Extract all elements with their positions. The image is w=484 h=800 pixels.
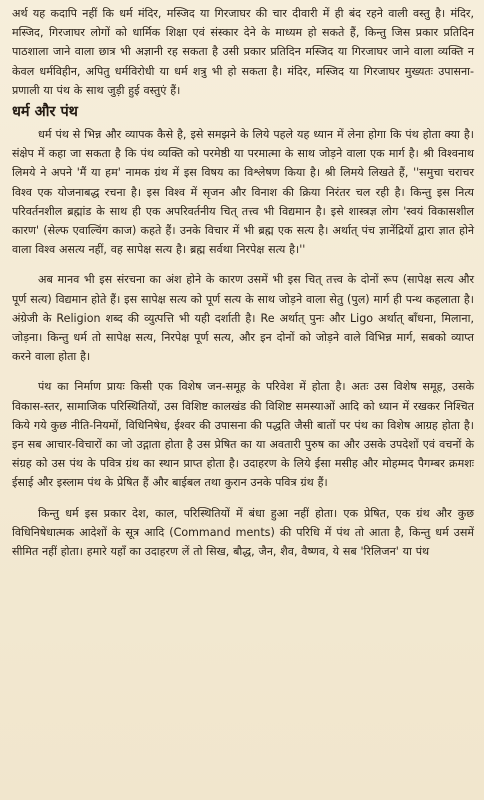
intro-paragraph: अर्थ यह कदापि नहीं कि धर्म मंदिर, मस्जिद या गिरजाघर की चार दीवारी में ही बंद रहने वाली वस्तु है। मंदिर, मस्जिद, गिरजाघर लोगों को धार्मिक शिक्षा एवं संस्कार देने के माध्यम हो सकते हैं, किन्तु जिस प्रकार प्रतिदिन पाठशाला जाने वाला छात्र भी अज्ञानी रह सकता है उसी प्रकार प्रतिदिन मस्जिद या गिरजाघर जाने वाला व्यक्ति न केवल धर्मविहीन, अपितु धर्मविरोधी या धर्म शत्रु भी हो सकता है। मंदिर, मस्जिद या गिरजाघर मुख्यतः उपासना-प्रणाली या पंथ के साथ जुड़ी हुई वस्तुएं हैं। — [12, 7, 474, 97]
section-heading: धर्म और पंथ — [12, 104, 78, 121]
paragraph-pantha-formation: पंथ का निर्माण प्रायः किसी एक विशेष जन-समूह के परिवेश में होता है। अतः उस विशेष समूह, उसके विकास-स्तर, सामाजिक परिस्थितियों, उस विशिष्ट कालखंड की विशिष्ट समस्याओं आदि को ध्यान में रखकर निश्चित किये गये कुछ नीति-नियमों, विधिनिषेध, ईश्वर की उपासना की पद्धति जैसी बातों पर पंथ का विशेष आग्रह होता है। इन सब आचार-विचारों का जो उद्गाता होता है उस प्रेषित का या अवतारी पुरुष का और उसके उपदेशों एवं वचनों के संग्रह को उस पंथ के पवित्र ग्रंथ का स्थान प्राप्त होता है। उदाहरण के लिये ईसा मसीह और मोहम्मद पैगम्बर क्रमशः ईसाई और इस्लाम पंथ के प्रेषित हैं और बाईबल तथा कुरान उनके पवित्र ग्रंथ हैं। — [12, 380, 474, 490]
paragraph-pantha-definition: धर्म पंथ से भिन्न और व्यापक कैसे है, इसे समझने के लिये पहले यह ध्यान में लेना होगा कि पंथ होता क्या है। संक्षेप में कहा जा सकता है कि पंथ व्यक्ति को परमेष्ठी या परमात्मा के साथ जोड़ने वाला एक मार्ग है। श्री विश्वनाथ लिमये ने अपने 'मैं या हम' नामक ग्रंथ में इस विषय का विश्लेषण किया है। श्री लिमये लिखते हैं, ''समुचा चराचर विश्व एक योजनाबद्ध रचना है। इस विश्व में सृजन और विनाश की क्रिया निरंतर चल रही है। किन्तु इस नित्य परिवर्तनशील ब्रह्मांड के साथ ही एक अपरिवर्तनीय चित् तत्त्व भी विद्यमान है। इसे शास्त्रज्ञ लोग 'स्वयं विकासशील कारण' (सेल्फ एवाल्विंग काज) कहते हैं। उनके विचार में भी ब्रह्म एक सत्य है। अर्थात् पंच ज्ञानेंद्रियों द्वारा ज्ञात होने वाला विश्व असत्य नहीं, वह सापेक्ष सत्य है। ब्रह्म सर्वथा निरपेक्ष सत्य है।'' — [12, 128, 474, 257]
paragraph-religion-etymology: अब मानव भी इस संरचना का अंश होने के कारण उसमें भी इस चित् तत्त्व के दोनों रूप (सापेक्ष सत्य और पूर्ण सत्य) विद्यमान होते हैं। इस सापेक्ष सत्य को पूर्ण सत्य के साथ जोड़ने वाला सेतु (पुल) मार्ग ही पन्थ कहलाता है। अंग्रेजी के Religion शब्द की व्युत्पत्ति भी यही दर्शाती है। Re अर्थात् पुनः और Ligo अर्थात् बाँधना, मिलाना, जोड़ना। किन्तु धर्म तो सापेक्ष सत्य, निरपेक्ष पूर्ण सत्य, और इन दोनों को जोड़ने वाले विभिन्न मार्ग, सबको व्याप्त करने वाला होता है। — [12, 273, 474, 364]
paragraph-dharma-unbound: किन्तु धर्म इस प्रकार देश, काल, परिस्थितियों में बंधा हुआ नहीं होता। एक प्रेषित, एक ग्रंथ और कुछ विधिनिषेधात्मक आदेशों के सूत्र आदि (Command ments) की परिधि में पंथ तो आता है, किन्तु धर्म उसमें सीमित नहीं होता। हमारे यहाँ का उदाहरण लें तो सिख, बौद्ध, जैन, शैव, वैष्णव, ये सब 'रिलिजन' या पंथ — [12, 506, 474, 559]
